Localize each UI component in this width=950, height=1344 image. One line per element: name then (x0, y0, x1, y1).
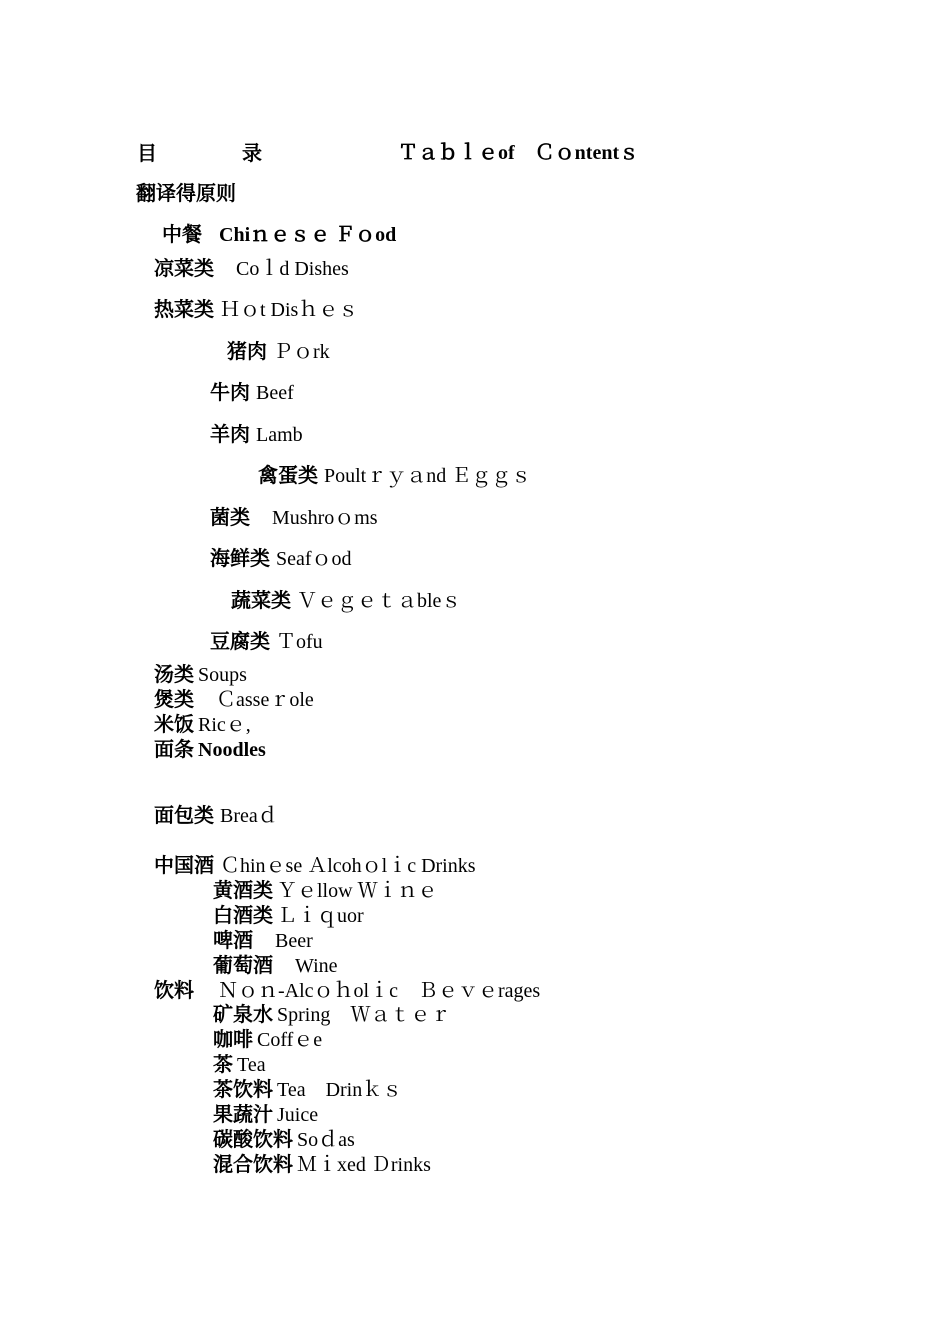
toc-item-en: Mushroｏms (272, 507, 378, 529)
toc-item-zh: 饮料 (154, 978, 194, 1002)
toc-item (213, 953, 338, 978)
toc-item-zh: 菌类 (210, 505, 250, 529)
toc-item-zh: 豆腐类 (210, 629, 270, 653)
toc-item (213, 1152, 431, 1177)
toc-item-en: Ｌｉｑuor (277, 905, 364, 927)
toc-item-zh: 咖啡 (213, 1027, 253, 1051)
toc-item-en: Poultｒｙａnd Ｅｇｇｓ (324, 465, 532, 487)
toc-item-en: Beef (256, 382, 294, 404)
toc-item-en: Ricｅ, (198, 714, 251, 736)
toc-item-zh: 面包类 (154, 803, 214, 827)
toc-item-en: Ｙｅllow Ｗｉｎｅ (277, 880, 438, 902)
toc-item-zh: 猪肉 (227, 339, 267, 363)
toc-item-zh: 中国酒 (154, 853, 214, 877)
toc-item (213, 878, 438, 903)
toc-item-zh: 茶饮料 (213, 1077, 273, 1101)
toc-item-zh: 混合饮料 (213, 1152, 293, 1176)
toc-item-en: Noodles (198, 739, 266, 761)
toc-item-en: Ｍｉxed Ｄrinks (297, 1154, 431, 1176)
toc-item (213, 1127, 355, 1152)
toc-item-zh: 海鲜类 (210, 546, 270, 570)
toc-principle (136, 181, 236, 206)
toc-item-en: Ｈｏt Disｈｅｓ (220, 299, 359, 321)
toc-item (210, 629, 323, 654)
toc-item-zh: 热菜类 (154, 297, 214, 321)
toc-item (213, 1002, 450, 1027)
toc-item (154, 737, 266, 762)
toc-item-zh: 碳酸饮料 (213, 1127, 293, 1151)
toc-item (231, 588, 461, 613)
toc-item-en: Seafｏod (276, 548, 352, 570)
toc-item (213, 928, 313, 953)
toc-item (213, 903, 364, 928)
toc-item-zh: 米饭 (154, 712, 194, 736)
toc-item (154, 662, 247, 687)
toc-item (210, 422, 303, 447)
toc-item-en: Wine (295, 955, 338, 977)
toc-item (213, 1077, 402, 1102)
toc-item-zh: 果蔬汁 (213, 1102, 273, 1126)
chinese-food-en: Chiｎｅｓｅ Ｆｏod (219, 224, 397, 246)
toc-item (258, 463, 531, 488)
toc-title-zh-2: 录 (242, 141, 262, 165)
toc-item-zh: 牛肉 (210, 380, 250, 404)
toc-item (154, 712, 251, 737)
toc-item (213, 1052, 266, 1077)
toc-item-zh: 黄酒类 (213, 878, 273, 902)
chinese-food-zh: 中餐 (162, 222, 202, 246)
toc-item-zh: 白酒类 (213, 903, 273, 927)
toc-item-en: Juice (277, 1104, 319, 1126)
toc-item-zh: 啤酒 (213, 928, 253, 952)
toc-item-zh: 汤类 (154, 662, 194, 686)
toc-item-en: Ｃhinｅse Ａlcohｏlｉc Drinks (220, 855, 476, 877)
toc-item (210, 546, 352, 571)
toc-item (154, 687, 314, 712)
toc-item-en: Ｖｅｇｅｔａbleｓ (297, 590, 462, 612)
toc-title-en: Ｔａｂｌｅof Ｃｏntentｓ (398, 142, 640, 164)
toc-item (154, 297, 358, 322)
toc-item (154, 853, 476, 878)
toc-item (154, 978, 540, 1003)
toc-item-zh: 蔬菜类 (231, 588, 291, 612)
toc-title (137, 141, 640, 166)
toc-item (154, 256, 349, 281)
toc-item-en: Ｃasseｒole (216, 689, 314, 711)
toc-item-en: Ｎｏｎ-Alcｏｈolｉc Ｂｅｖｅrages (218, 980, 541, 1002)
toc-title-zh-1: 目 (137, 141, 157, 165)
toc-item-en: Soｄas (297, 1129, 355, 1151)
toc-item (213, 1027, 322, 1052)
toc-item-zh: 凉菜类 (154, 256, 214, 280)
toc-item (227, 339, 330, 364)
toc-item (213, 1102, 318, 1127)
toc-item-en: Soups (198, 664, 247, 686)
toc-principle-label: 翻译得原则 (136, 181, 236, 205)
toc-item-en: Lamb (256, 424, 303, 446)
toc-item-en: Tea (237, 1054, 266, 1076)
toc-item-zh: 禽蛋类 (258, 463, 318, 487)
toc-item-en: Beer (275, 930, 313, 952)
toc-item (210, 505, 378, 530)
toc-item-zh: 羊肉 (210, 422, 250, 446)
toc-chinese-food (162, 222, 396, 247)
toc-item (210, 380, 294, 405)
toc-item-en: Breaｄ (220, 805, 278, 827)
toc-item-en: Spring Ｗａｔｅｒ (277, 1004, 451, 1026)
toc-item-en: Ｔofu (276, 631, 323, 653)
toc-item (154, 803, 278, 828)
toc-item-zh: 葡萄酒 (213, 953, 273, 977)
toc-item-en: Tea Drinｋｓ (277, 1079, 403, 1101)
toc-item-en: Coffｅe (257, 1029, 323, 1051)
toc-item-zh: 面条 (154, 737, 194, 761)
toc-item-en: Ｐｏrk (273, 341, 330, 363)
toc-item-zh: 矿泉水 (213, 1002, 273, 1026)
toc-item-en: Coｌd Dishes (236, 258, 349, 280)
toc-item-zh: 茶 (213, 1052, 233, 1076)
toc-item-zh: 煲类 (154, 687, 194, 711)
